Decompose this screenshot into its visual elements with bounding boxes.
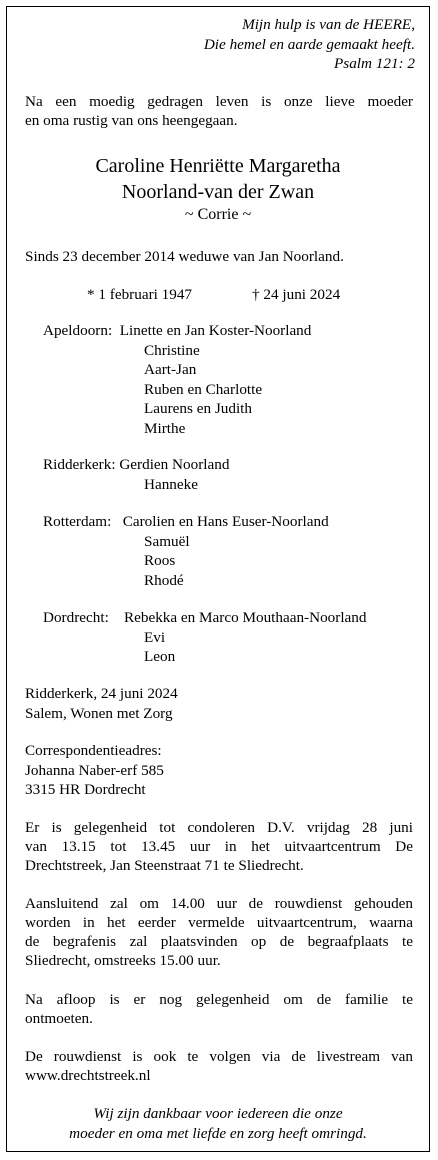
intro-line: en oma rustig van ons heengegaan. — [25, 112, 238, 129]
grandchild: Christine — [144, 341, 200, 359]
correspondence-street: Johanna Naber-erf 585 — [25, 761, 164, 779]
service-line: Sliedrecht, omstreeks 15.00 uur. — [25, 952, 221, 969]
family-location: Rotterdam: — [43, 513, 112, 530]
birth-date: * 1 februari 1947 — [87, 286, 193, 303]
service-line: Aansluitend zal om 14.00 uur de rouwdienst gehouden — [25, 895, 413, 912]
service-line: de begrafenis zal plaatsvinden op de begraafplaats te — [25, 933, 413, 950]
intro-line: Na een moedig gedragen leven is onze lieve moeder — [25, 93, 413, 110]
family-children — [144, 475, 198, 495]
condolence-line: Er is gelegenheid tot condoleren D.V. vrijdag 28 juni — [25, 819, 413, 836]
grandchild: Rhodé — [144, 571, 184, 589]
family-parents: Carolien en Hans Euser-Noorland — [122, 513, 329, 530]
place-date-line: Salem, Wonen met Zorg — [25, 704, 173, 722]
family-parents: Gerdien Noorland — [119, 456, 230, 473]
family-apeldoorn — [43, 321, 311, 341]
place-date-line: Ridderkerk, 24 juni 2024 — [25, 685, 178, 702]
grandchild: Samuël — [144, 532, 190, 550]
grandchild: Roos — [144, 552, 176, 569]
livestream-url[interactable]: www.drechtstreek.nl — [25, 1067, 151, 1084]
verse-line: Mijn hulp is van de HEERE, — [242, 16, 415, 33]
service-line: worden in het eerder vermelde uitvaartcentrum, waarna — [25, 914, 413, 931]
after-info — [25, 990, 413, 1028]
livestream-info — [25, 1047, 413, 1085]
after-line: ontmoeten. — [25, 1010, 93, 1027]
family-parents: Rebekka en Marco Mouthaan-Noorland — [123, 609, 367, 626]
family-children — [144, 341, 262, 439]
livestream-line: De rouwdienst is ook te volgen via de livestream van — [25, 1048, 413, 1065]
correspondence-label: Correspondentieadres: — [25, 742, 162, 759]
verse-reference: Psalm 121: 2 — [334, 55, 415, 72]
family-dordrecht — [43, 608, 366, 628]
family-children — [144, 532, 190, 591]
family-location: Apeldoorn: — [43, 322, 113, 339]
intro-text — [25, 92, 413, 130]
family-children — [144, 628, 175, 667]
service-info — [25, 894, 413, 970]
deceased-nickname: ~ Corrie ~ — [184, 206, 252, 223]
deceased-name: Caroline Henriëtte Margaretha — [95, 155, 341, 177]
grandchild: Hanneke — [144, 475, 198, 493]
grandchild: Leon — [144, 648, 176, 665]
grandchild: Evi — [144, 628, 166, 646]
family-rotterdam — [43, 512, 329, 532]
correspondence-city: 3315 HR Dordrecht — [25, 781, 146, 798]
death-date: † 24 juni 2024 — [252, 286, 341, 303]
family-ridderkerk — [43, 455, 229, 475]
grandchild: Mirthe — [144, 419, 186, 437]
condolence-info — [25, 818, 413, 875]
condolence-line: Drechtstreek, Jan Steenstraat 71 te Sliedrecht. — [25, 857, 304, 874]
grandchild: Aart-Jan — [144, 361, 197, 378]
closing-line: moeder en oma met liefde en zorg heeft omringd. — [69, 1124, 367, 1142]
closing-line: Wij zijn dankbaar voor iedereen die onze — [93, 1105, 343, 1122]
grandchild: Laurens en Judith — [144, 400, 252, 417]
verse-line: Die hemel en aarde gemaakt heeft. — [203, 35, 415, 53]
place-and-date — [25, 684, 178, 723]
correspondence-address — [25, 741, 164, 800]
closing-thanks — [7, 1104, 429, 1143]
family-parents: Linette en Jan Koster-Noorland — [119, 322, 312, 339]
deceased-surname: Noorland-van der Zwan — [121, 181, 315, 203]
family-location: Ridderkerk: — [43, 456, 116, 473]
after-line: Na afloop is er nog gelegenheid om de familie te — [25, 991, 413, 1008]
widow-note: Sinds 23 december 2014 weduwe van Jan Noorland. — [25, 248, 344, 265]
grandchild: Ruben en Charlotte — [144, 380, 263, 398]
obituary-card — [6, 6, 430, 1152]
condolence-line: van 13.15 tot 13.45 uur in het uitvaartcentrum De — [25, 838, 413, 855]
bible-verse — [204, 15, 415, 74]
family-location: Dordrecht: — [43, 609, 109, 626]
